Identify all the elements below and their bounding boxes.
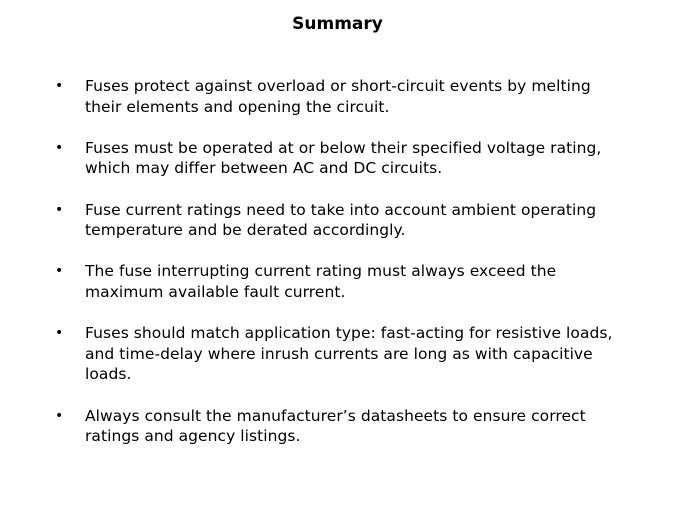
bullet-icon: • (55, 263, 64, 280)
bullet-icon: • (55, 325, 64, 342)
bullet-icon: • (55, 139, 64, 156)
bullet-icon: • (55, 407, 64, 424)
bullet-text: The fuse interrupting current rating must always exceed the maximum available fault current. (85, 262, 557, 301)
bullet-item (0, 138, 675, 179)
bullet-list (0, 76, 675, 467)
bullet-text: Fuse current ratings need to take into account ambient operating temperature and be derated accordingly. (85, 200, 597, 240)
bullet-text: Fuses should match application type: fast-acting for resistive loads, and time-delay where inrush currents are long as with capacitive loads. (85, 324, 613, 384)
bullet-icon: • (55, 201, 64, 218)
bullet-item (0, 406, 675, 447)
bullet-item (0, 261, 675, 302)
bullet-text: Fuses protect against overload or short-circuit events by melting their elements and opening the circuit. (85, 77, 591, 116)
bullet-text: Fuses must be operated at or below their specified voltage rating, which may differ between AC and DC circuits. (85, 138, 602, 178)
bullet-icon: • (55, 78, 64, 94)
bullet-item (0, 76, 675, 117)
slide-title: Summary (292, 14, 383, 34)
bullet-item (0, 200, 675, 241)
bullet-text: Always consult the manufacturer’s datasheets to ensure correct ratings and agency listings. (85, 406, 586, 446)
bullet-item (0, 323, 675, 385)
